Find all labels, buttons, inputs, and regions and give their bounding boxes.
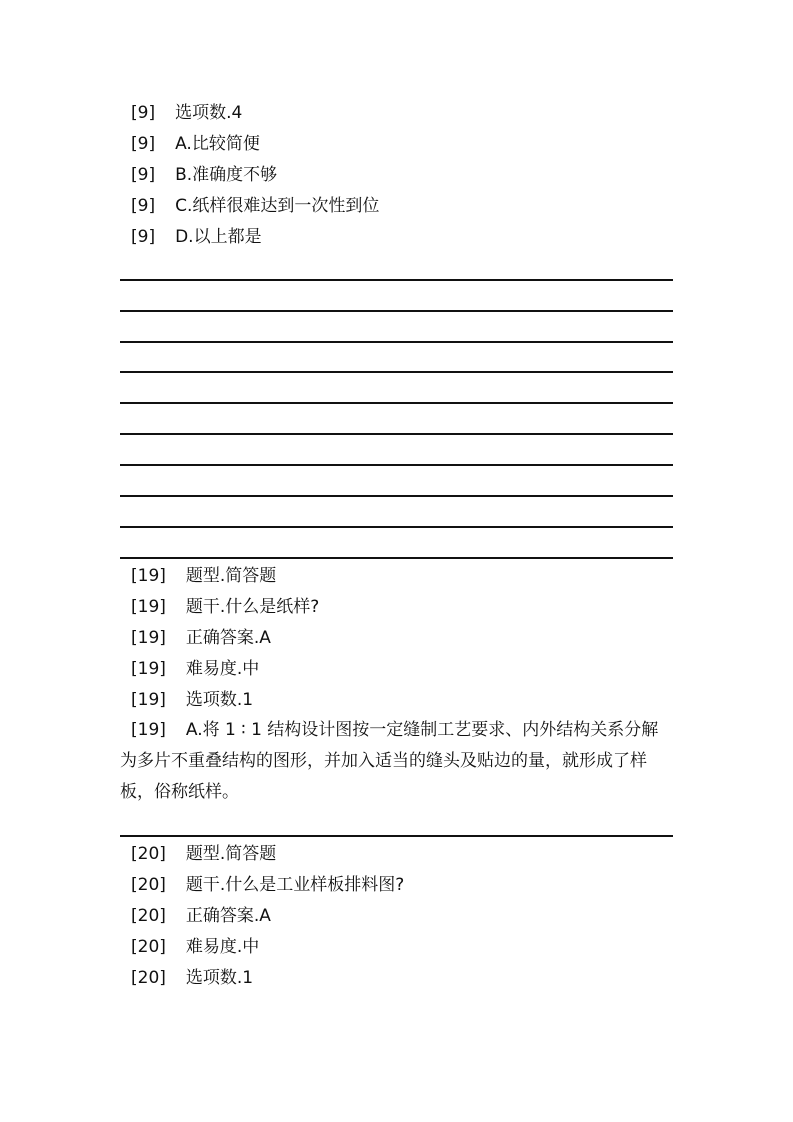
divider-rule — [120, 433, 673, 435]
q9-text: D.以上都是 — [175, 227, 262, 247]
q9-text: 选项数.4 — [175, 103, 243, 123]
q19-text: 选项数.1 — [185, 690, 254, 710]
q20-tag: [20] — [131, 968, 166, 988]
q9-line-option-d — [131, 227, 262, 247]
q20-text: 正确答案.A — [185, 906, 271, 926]
q19-tag: [19] — [131, 597, 166, 617]
q9-text: C.纸样很难达到一次性到位 — [175, 196, 380, 216]
divider-rule — [120, 341, 673, 343]
q20-tag: [20] — [131, 906, 166, 926]
q19-text: 题型.简答题 — [185, 566, 277, 586]
q9-line-option-c — [131, 196, 379, 216]
divider-rule — [120, 495, 673, 497]
q20-text: 题干.什么是工业样板排料图? — [185, 875, 405, 895]
divider-rule — [120, 557, 673, 559]
divider-rule — [120, 526, 673, 528]
q19-option-a-paragraph — [120, 715, 670, 808]
q20-line-type — [131, 844, 276, 864]
q9-line-options-count — [131, 103, 242, 123]
q19-line-type — [131, 566, 276, 586]
q20-text: 难易度.中 — [185, 937, 260, 957]
q20-line-answer — [131, 906, 271, 926]
q19-tag: [19] — [131, 720, 166, 740]
q19-line-answer — [131, 628, 271, 648]
q9-tag: [9] — [131, 227, 156, 247]
q19-text: 正确答案.A — [185, 628, 271, 648]
q20-tag: [20] — [131, 875, 166, 895]
q20-line-options-count — [131, 968, 253, 988]
q19-text: 题干.什么是纸样? — [185, 597, 320, 617]
q19-line-difficulty — [131, 659, 259, 679]
q9-tag: [9] — [131, 196, 156, 216]
q20-line-stem — [131, 875, 404, 895]
divider-rule — [120, 464, 673, 466]
q20-line-difficulty — [131, 937, 259, 957]
q20-tag: [20] — [131, 844, 166, 864]
divider-rule — [120, 835, 673, 837]
divider-rule — [120, 402, 673, 404]
q20-text: 选项数.1 — [185, 968, 254, 988]
divider-rule — [120, 310, 673, 312]
q19-text: 难易度.中 — [185, 659, 260, 679]
q9-line-option-a — [131, 134, 260, 154]
q19-line-options-count — [131, 690, 253, 710]
q19-tag: [19] — [131, 566, 166, 586]
q9-line-option-b — [131, 165, 277, 185]
q20-text: 题型.简答题 — [185, 844, 277, 864]
q9-text: A.比较简便 — [175, 134, 260, 154]
q9-tag: [9] — [131, 165, 156, 185]
q9-tag: [9] — [131, 103, 156, 123]
q19-tag: [19] — [131, 690, 166, 710]
q20-tag: [20] — [131, 937, 166, 957]
divider-rule — [120, 371, 673, 373]
q9-tag: [9] — [131, 134, 156, 154]
divider-rule — [120, 279, 673, 281]
q19-option-a-text: A.将 1 ∶ 1 结构设计图按一定缝制工艺要求、内外结构关系分解为多片不重叠结构的图形，并加入适当的缝头及贴边的量，就形成了样板，俗称纸样。 — [120, 720, 659, 802]
q9-text: B.准确度不够 — [175, 165, 278, 185]
q19-tag: [19] — [131, 628, 166, 648]
q19-tag: [19] — [131, 659, 166, 679]
q19-line-stem — [131, 597, 319, 617]
